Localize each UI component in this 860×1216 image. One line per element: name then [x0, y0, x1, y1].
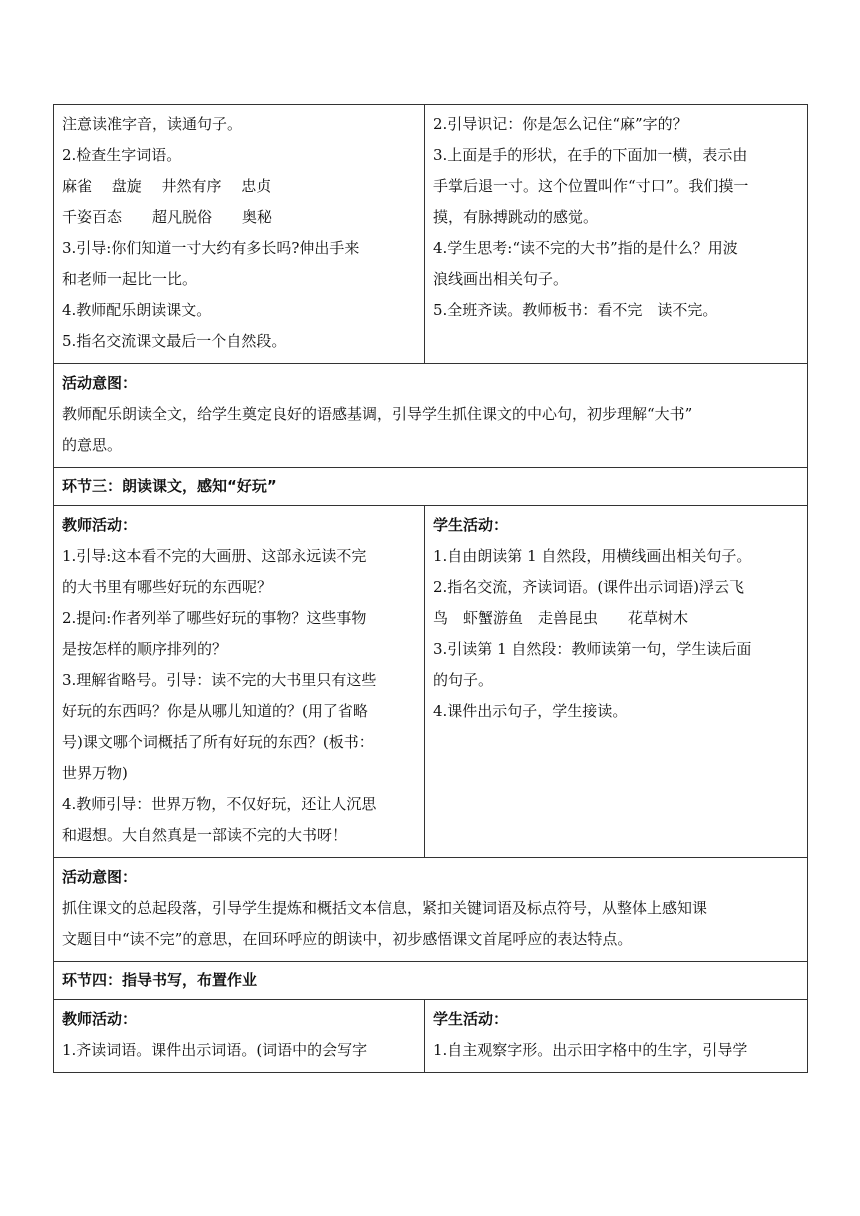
- teacher-line: 和老师一起比一比。: [62, 270, 198, 288]
- section-four-row: [54, 962, 808, 1000]
- teacher-line: 的大书里有哪些好玩的东西呢？: [62, 578, 273, 596]
- teacher-line: 1.引导:这本看不完的大画册、这部永远读不完: [62, 547, 367, 565]
- activity-intent-text: 教师配乐朗读全文，给学生奠定良好的语感基调，引导学生抓住课文的中心句，初步理解“大书”: [62, 405, 693, 423]
- student-line: 摸，有脉搏跳动的感觉。: [433, 208, 599, 226]
- teacher-line: 世界万物): [62, 764, 128, 782]
- activity-intent-row: [54, 364, 808, 468]
- activity-intent-heading: 活动意图：: [62, 374, 138, 392]
- teacher-line: 注意读准字音，读通句子。: [62, 115, 243, 133]
- activity-intent-text: 的意思。: [62, 436, 123, 454]
- activities-row-3: [54, 506, 808, 858]
- student-line: 的句子。: [433, 671, 494, 689]
- activities-row-4: [54, 1000, 808, 1073]
- student-line: 浪线画出相关句子。: [433, 270, 569, 288]
- teacher-activity-cell: [54, 506, 425, 858]
- student-activity-cell: [425, 506, 808, 858]
- teacher-line: 3.引导:你们知道一寸大约有多长吗?伸出手来: [62, 239, 360, 257]
- section-title: 环节四：指导书写，布置作业: [62, 971, 258, 989]
- student-line: 手掌后退一寸。这个位置叫作“寸口”。我们摸一: [433, 177, 749, 195]
- student-line: 1.自主观察字形。出示田字格中的生字，引导学: [433, 1041, 748, 1059]
- teacher-line: 和遐想。大自然真是一部读不完的大书呀！: [62, 826, 348, 844]
- teacher-activity-heading: 教师活动：: [62, 516, 138, 534]
- student-line: 1.自由朗读第 1 自然段，用横线画出相关句子。: [433, 547, 752, 565]
- vocab-line: 麻雀 盘旋 井然有序 忠贞: [62, 177, 272, 195]
- student-activity-heading: 学生活动：: [433, 1010, 509, 1028]
- teacher-line: 2.提问:作者列举了哪些好玩的事物？这些事物: [62, 609, 367, 627]
- section-three-row: [54, 468, 808, 506]
- teacher-activity-heading: 教师活动：: [62, 1010, 138, 1028]
- activity-intent-cell: [54, 364, 808, 468]
- vocab-line: 千姿百态 超凡脱俗 奥秘: [62, 208, 273, 226]
- student-activity-cell: [425, 105, 808, 364]
- teacher-line: 1.齐读词语。课件出示词语。(词语中的会写字: [62, 1041, 368, 1059]
- teacher-line: 好玩的东西吗？你是从哪儿知道的？(用了省略: [62, 702, 368, 720]
- teacher-line: 号)课文哪个词概括了所有好玩的东西？(板书：: [62, 733, 374, 751]
- teacher-line: 4.教师引导：世界万物，不仅好玩，还让人沉思: [62, 795, 377, 813]
- section-title: 环节三：朗读课文，感知“好玩”: [62, 477, 277, 495]
- activity-intent-cell: [54, 858, 808, 962]
- student-line: 4.课件出示句子，学生接读。: [433, 702, 628, 720]
- activity-intent-text: 文题目中“读不完”的意思，在回环呼应的朗读中，初步感悟课文首尾呼应的表达特点。: [62, 930, 633, 948]
- teacher-line: 3.理解省略号。引导：读不完的大书里只有这些: [62, 671, 377, 689]
- lesson-plan-table: [53, 104, 808, 1073]
- section-title-cell: [54, 468, 808, 506]
- teacher-activity-cell: [54, 105, 425, 364]
- teacher-line: 4.教师配乐朗读课文。: [62, 301, 212, 319]
- teacher-activity-cell: [54, 1000, 425, 1073]
- activities-row-2: [54, 105, 808, 364]
- activity-intent-text: 抓住课文的总起段落，引导学生提炼和概括文本信息，紧扣关键词语及标点符号，从整体上感知课: [62, 899, 708, 917]
- teacher-line: 是按怎样的顺序排列的？: [62, 640, 228, 658]
- student-line: 5.全班齐读。教师板书：看不完 读不完。: [433, 301, 718, 319]
- student-line: 2.指名交流，齐读词语。(课件出示词语)浮云飞: [433, 578, 745, 596]
- student-activity-cell: [425, 1000, 808, 1073]
- section-title-cell: [54, 962, 808, 1000]
- activity-intent-row: [54, 858, 808, 962]
- student-line: 2.引导识记：你是怎么记住“麻”字的？: [433, 115, 688, 133]
- activity-intent-heading: 活动意图：: [62, 868, 138, 886]
- teacher-line: 5.指名交流课文最后一个自然段。: [62, 332, 287, 350]
- student-activity-heading: 学生活动：: [433, 516, 509, 534]
- vocab-line: 鸟 虾蟹游鱼 走兽昆虫 花草树木: [433, 609, 689, 627]
- teacher-line: 2.检查生字词语。: [62, 146, 182, 164]
- student-line: 3.上面是手的形状，在手的下面加一横，表示由: [433, 146, 748, 164]
- student-line: 3.引读第 1 自然段：教师读第一句，学生读后面: [433, 640, 752, 658]
- student-line: 4.学生思考:“读不完的大书”指的是什么？用波: [433, 239, 738, 257]
